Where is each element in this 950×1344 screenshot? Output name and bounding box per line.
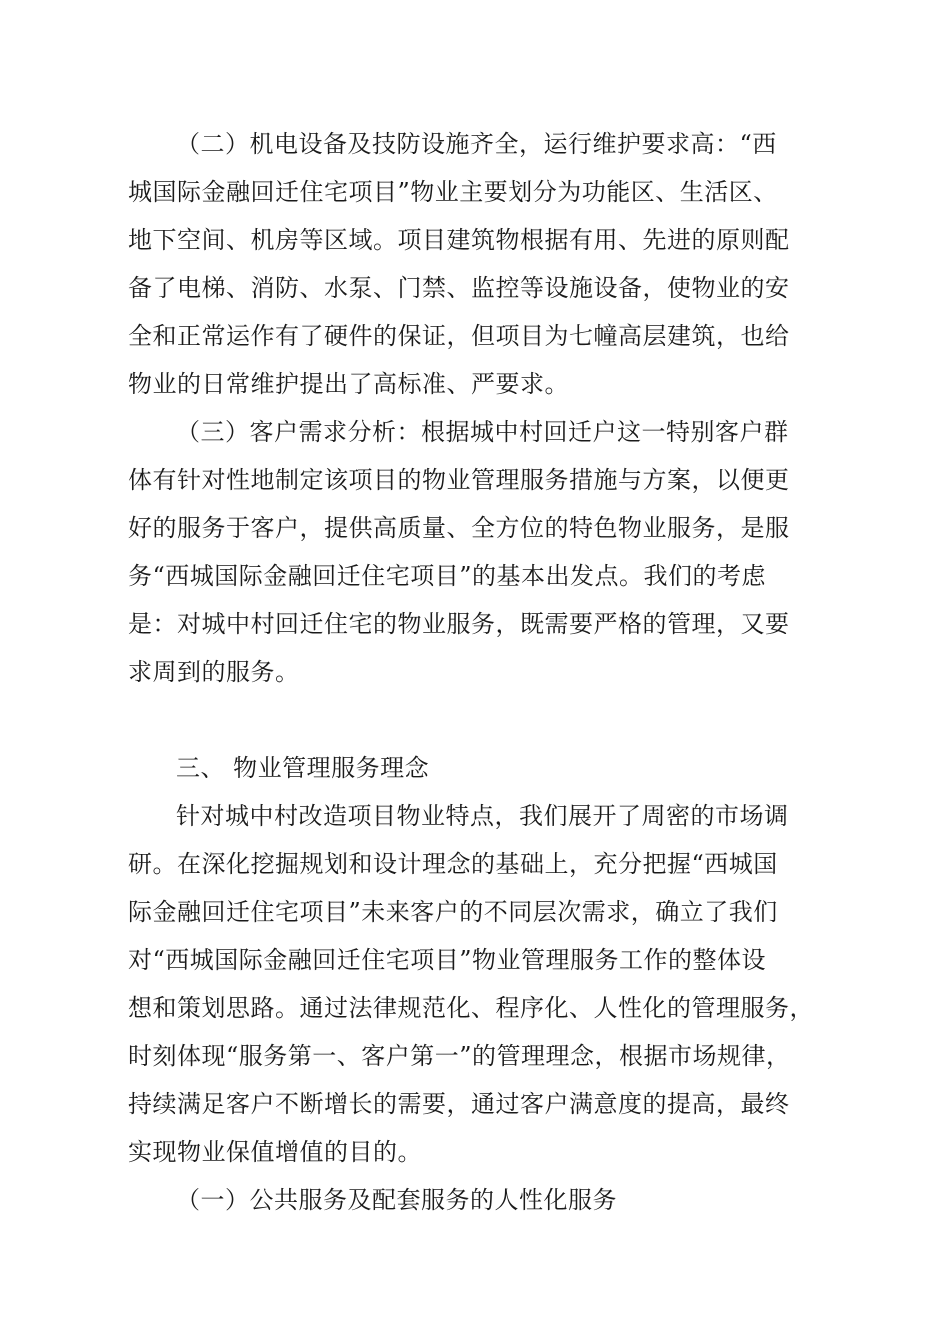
paragraph-line: 对“西城国际金融回迁住宅项目”物业管理服务工作的整体设 (128, 946, 767, 974)
paragraph-line: 时刻体现“服务第一、客户第一”的管理理念，根据市场规律， (128, 1042, 791, 1070)
paragraph-line: 务“西城国际金融回迁住宅项目”的基本出发点。我们的考虑 (128, 562, 767, 590)
paragraph-line: （三）客户需求分析：根据城中村回迁户这一特别客户群 (176, 418, 789, 446)
paragraph-line: 持续满足客户不断增长的需要，通过客户满意度的提高，最终 (128, 1090, 790, 1118)
paragraph-line: 是：对城中村回迁住宅的物业服务，既需要严格的管理，又要 (128, 610, 790, 638)
paragraph-line: 研。在深化挖掘规划和设计理念的基础上，充分把握“西城国 (128, 850, 778, 878)
paragraph-line: 好的服务于客户，提供高质量、全方位的特色物业服务，是服 (128, 514, 790, 542)
paragraph-line: 城国际金融回迁住宅项目”物业主要划分为功能区、生活区、 (128, 178, 778, 206)
paragraph-line: 地下空间、机房等区域。项目建筑物根据有用、先进的原则配 (128, 226, 790, 254)
paragraph-line: 想和策划思路。通过法律规范化、程序化、人性化的管理服务， (128, 994, 814, 1022)
paragraph-line: 物业的日常维护提出了高标准、严要求。 (128, 370, 569, 398)
subsection-heading: （一）公共服务及配套服务的人性化服务 (176, 1186, 617, 1214)
paragraph-line: （二）机电设备及技防设施齐全，运行维护要求高：“西 (176, 130, 777, 158)
paragraph-line: 针对城中村改造项目物业特点，我们展开了周密的市场调 (176, 802, 789, 830)
paragraph-line: 全和正常运作有了硬件的保证，但项目为七幢高层建筑，也给 (128, 322, 790, 350)
paragraph-line: 体有针对性地制定该项目的物业管理服务措施与方案，以便更 (128, 466, 790, 494)
paragraph-line: 实现物业保值增值的目的。 (128, 1138, 422, 1166)
paragraph-line: 求周到的服务。 (128, 658, 300, 686)
paragraph-line: 际金融回迁住宅项目”未来客户的不同层次需求，确立了我们 (128, 898, 778, 926)
section-heading: 三、 物业管理服务理念 (176, 754, 430, 782)
paragraph-line: 备了电梯、消防、水泵、门禁、监控等设施设备，使物业的安 (128, 274, 790, 302)
